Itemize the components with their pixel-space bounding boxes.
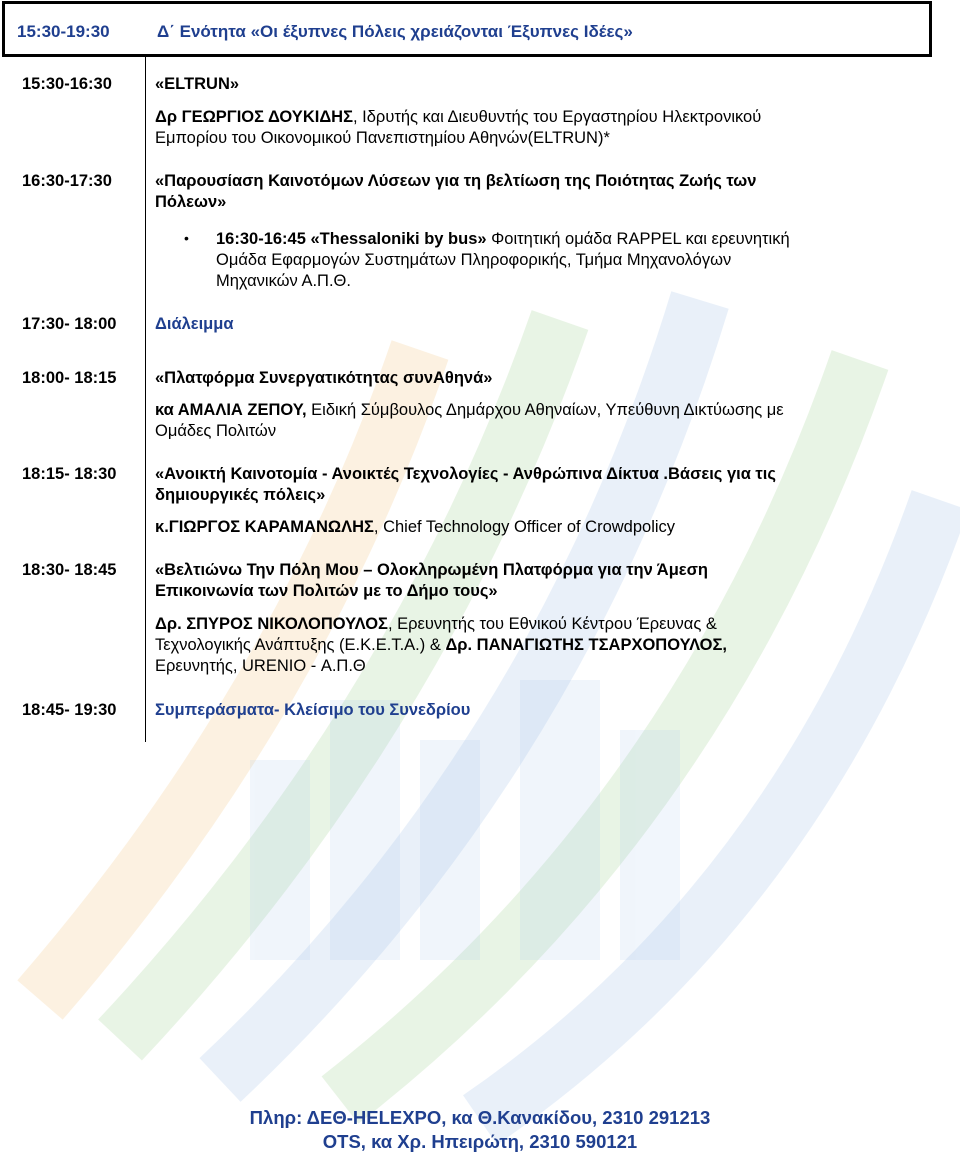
column-divider: [145, 57, 146, 742]
speaker-info: [155, 517, 895, 539]
sub-item-cont: Μηχανικών Α.Π.Θ.: [216, 272, 351, 290]
speaker-info: [155, 614, 895, 636]
speaker-role: Τεχνολογικής Ανάπτυξης (Ε.Κ.Ε.Τ.Α.) &: [155, 636, 446, 654]
speaker-role-cont: Ερευνητής, URENIO - Α.Π.Θ: [155, 657, 366, 675]
section-time: 15:30-19:30: [17, 22, 110, 41]
speaker-role-cont: Εμπορίου του Οικονομικού Πανεπιστημίου Αθηνών(ELTRUN)*: [155, 129, 610, 147]
speaker-name: κ.ΓΙΩΡΓΟΣ ΚΑΡΑΜΑΝΩΛΗΣ: [155, 518, 374, 536]
speaker-role: , Chief Technology Officer of Crowdpolicy: [373, 518, 676, 536]
session-time: 16:30-17:30: [22, 172, 112, 190]
session-time: 18:30- 18:45: [22, 561, 117, 579]
session-time: 18:15- 18:30: [22, 465, 117, 483]
session-title: «Παρουσίαση Καινοτόμων Λύσεων για τη βελτίωση της Ποιότητας Ζωής των: [155, 172, 757, 190]
session-title: «Βελτιώνω Την Πόλη Μου – Ολοκληρωμένη Πλατφόρμα για την Άμεση: [155, 561, 708, 579]
section-header: [2, 1, 932, 57]
speaker-role-cont: Ομάδες Πολιτών: [155, 422, 277, 440]
session-time: 18:45- 19:30: [22, 701, 117, 719]
contact-line: OTS, κα Χρ. Ηπειρώτη, 2310 590121: [322, 1131, 638, 1152]
session-title-cont: Πόλεων»: [155, 193, 227, 211]
speaker-name: Δρ ΓΕΩΡΓΙΟΣ ΔΟΥΚΙΔΗΣ: [155, 108, 353, 126]
session-time: 18:00- 18:15: [22, 369, 117, 387]
session-title-cont: δημιουργικές πόλεις»: [155, 486, 326, 504]
break-label: Διάλειμμα: [155, 315, 234, 333]
sub-item: [216, 229, 896, 251]
speaker-name: Δρ. ΣΠΥΡΟΣ ΝΙΚΟΛΟΠΟΥΛΟΣ: [155, 615, 388, 633]
sub-item-title: 16:30-16:45 «Thessaloniki by bus»: [216, 230, 487, 248]
sub-item-cont: Ομάδα Εφαρμογών Συστημάτων Πληροφορικής, Τμήμα Μηχανολόγων: [216, 251, 732, 269]
session-title-cont: Επικοινωνία των Πολιτών με το Δήμο τους»: [155, 582, 498, 600]
session-title: «Πλατφόρμα Συνεργατικότητας συνΑθηνά»: [155, 369, 493, 387]
speaker-info: [155, 400, 895, 422]
session-time: 17:30- 18:00: [22, 315, 117, 333]
speaker-role: Ειδική Σύμβουλος Δημάρχου Αθηναίων, Υπεύθυνη Δικτύωσης με: [306, 401, 784, 419]
speaker-role: , Ιδρυτής και Διευθυντής του Εργαστηρίου Ηλεκτρονικού: [353, 108, 762, 126]
session-title: «Ανοικτή Καινοτομία - Ανοικτές Τεχνολογίες - Ανθρώπινα Δίκτυα .Βάσεις για τις: [155, 465, 776, 483]
contact-line: Πληρ: ΔΕΘ-HELEXPO, κα Θ.Κανακίδου, 2310 291213: [249, 1107, 711, 1128]
speaker-info: [155, 635, 895, 657]
speaker-role: , Ερευνητής του Εθνικού Κέντρου Έρευνας &: [387, 615, 717, 633]
speaker-name: κα ΑΜΑΛΙΑ ΖΕΠΟΥ,: [155, 401, 307, 419]
section-title: Δ΄ Ενότητα «Οι έξυπνες Πόλεις χρειάζονται Έξυπνες Ιδέες»: [157, 22, 633, 41]
speaker-name: Δρ. ΠΑΝΑΓΙΩΤΗΣ ΤΣΑΡΧΟΠΟΥΛΟΣ,: [445, 636, 727, 654]
speaker-info: [155, 107, 895, 129]
session-time: 15:30-16:30: [22, 75, 112, 93]
session-title: «ELTRUN»: [155, 75, 240, 93]
session-title: Συμπεράσματα- Κλείσιμο του Συνεδρίου: [155, 701, 471, 719]
bullet-icon: •: [184, 230, 189, 246]
sub-item-text: Φοιτητική ομάδα RAPPEL και ερευνητική: [486, 230, 790, 248]
